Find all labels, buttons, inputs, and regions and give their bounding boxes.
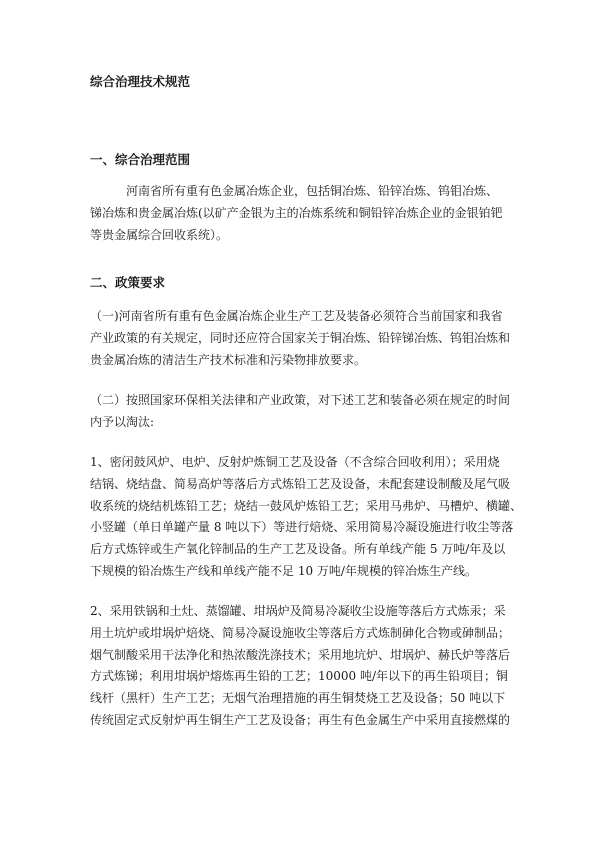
paragraph-line: 锑冶炼和贵金属冶炼(以矿产金银为主的冶炼系统和铜铅锌冶炼企业的金银铂钯 [90, 205, 503, 220]
paragraph-line: 传统固定式反射炉再生铜生产工艺及设备；再生有色金属生产中采用直接燃煤的 [90, 712, 511, 727]
paragraph-line: （二）按照国家环保相关法律和产业政策，对下述工艺和装备必须在规定的时间 [90, 393, 511, 407]
paragraph-line: 内予以淘汰: [90, 414, 155, 429]
policy-paragraph-4 [90, 601, 510, 732]
paragraph-line: 后方式炼锌或生产氧化锌制品的生产工艺及设备。所有单线产能 5 万吨/年及以 [90, 542, 506, 557]
scope-paragraph [90, 181, 510, 246]
policy-paragraph-2 [90, 390, 510, 434]
policy-paragraph-3 [90, 452, 523, 583]
paragraph-line: 河南省所有重有色金属冶炼企业，包括铜冶炼、铅锌冶炼、钨钼冶炼、 [90, 184, 499, 198]
policy-paragraph-1 [90, 306, 510, 371]
paragraph-line: 小竖罐（单日单罐产量 8 吨以下）等进行焙烧、采用简易冷凝设施进行收尘等落 [90, 520, 514, 535]
paragraph-line: 收系统的烧结机炼铅工艺；烧结一鼓风炉炼铅工艺；采用马弗炉、马槽炉、横罐、 [90, 498, 523, 513]
paragraph-line: （一)河南省所有重有色金属冶炼企业生产工艺及装备必须符合当前国家和我省 [90, 309, 503, 323]
paragraph-line: 贵金属冶炼的清洁生产技术标准和污染物排放要求。 [90, 352, 367, 367]
paragraph-line: 方式炼锑；利用坩埚炉熔炼再生铅的工艺；10000 吨/年以下的再生铅项目；铜 [90, 669, 509, 684]
document-title: 综合治理技术规范 [90, 74, 191, 89]
paragraph-line: 线杆（黑杆）生产工艺；无烟气治理措施的再生铜焚烧工艺及设备；50 吨以下 [90, 691, 506, 706]
paragraph-line: 1、密闭鼓风炉、电炉、反射炉炼铜工艺及设备（不含综合回收利用）；采用烧 [90, 455, 500, 469]
section-heading-scope: 一、综合治理范围 [90, 152, 191, 167]
paragraph-line: 用土坑炉或坩埚炉焙烧、简易冷凝设施收尘等落后方式炼制砷化合物或砷制品； [90, 625, 511, 640]
paragraph-line: 2、采用铁锅和土灶、蒸馏罐、坩埚炉及简易冷凝收尘设施等落后方式炼汞；采 [90, 604, 506, 618]
section-heading-policy: 二、政策要求 [90, 275, 166, 290]
paragraph-line: 烟气制酸采用干法净化和热浓酸洗涤技术；采用地坑炉、坩埚炉、赫氏炉等落后 [90, 647, 511, 662]
paragraph-line: 产业政策的有关规定，同时还应符合国家关于铜冶炼、铅锌锑冶炼、钨钼冶炼和 [90, 330, 511, 345]
paragraph-line: 结锅、烧结盘、简易高炉等落后方式炼铅工艺及设备，未配套建设制酸及尾气吸 [90, 476, 511, 491]
paragraph-line: 下规模的铅冶炼生产线和单线产能不足 10 万吨/年规模的锌冶炼生产线。 [90, 563, 477, 578]
paragraph-line: 等贵金属综合回收系统）。 [90, 227, 229, 242]
